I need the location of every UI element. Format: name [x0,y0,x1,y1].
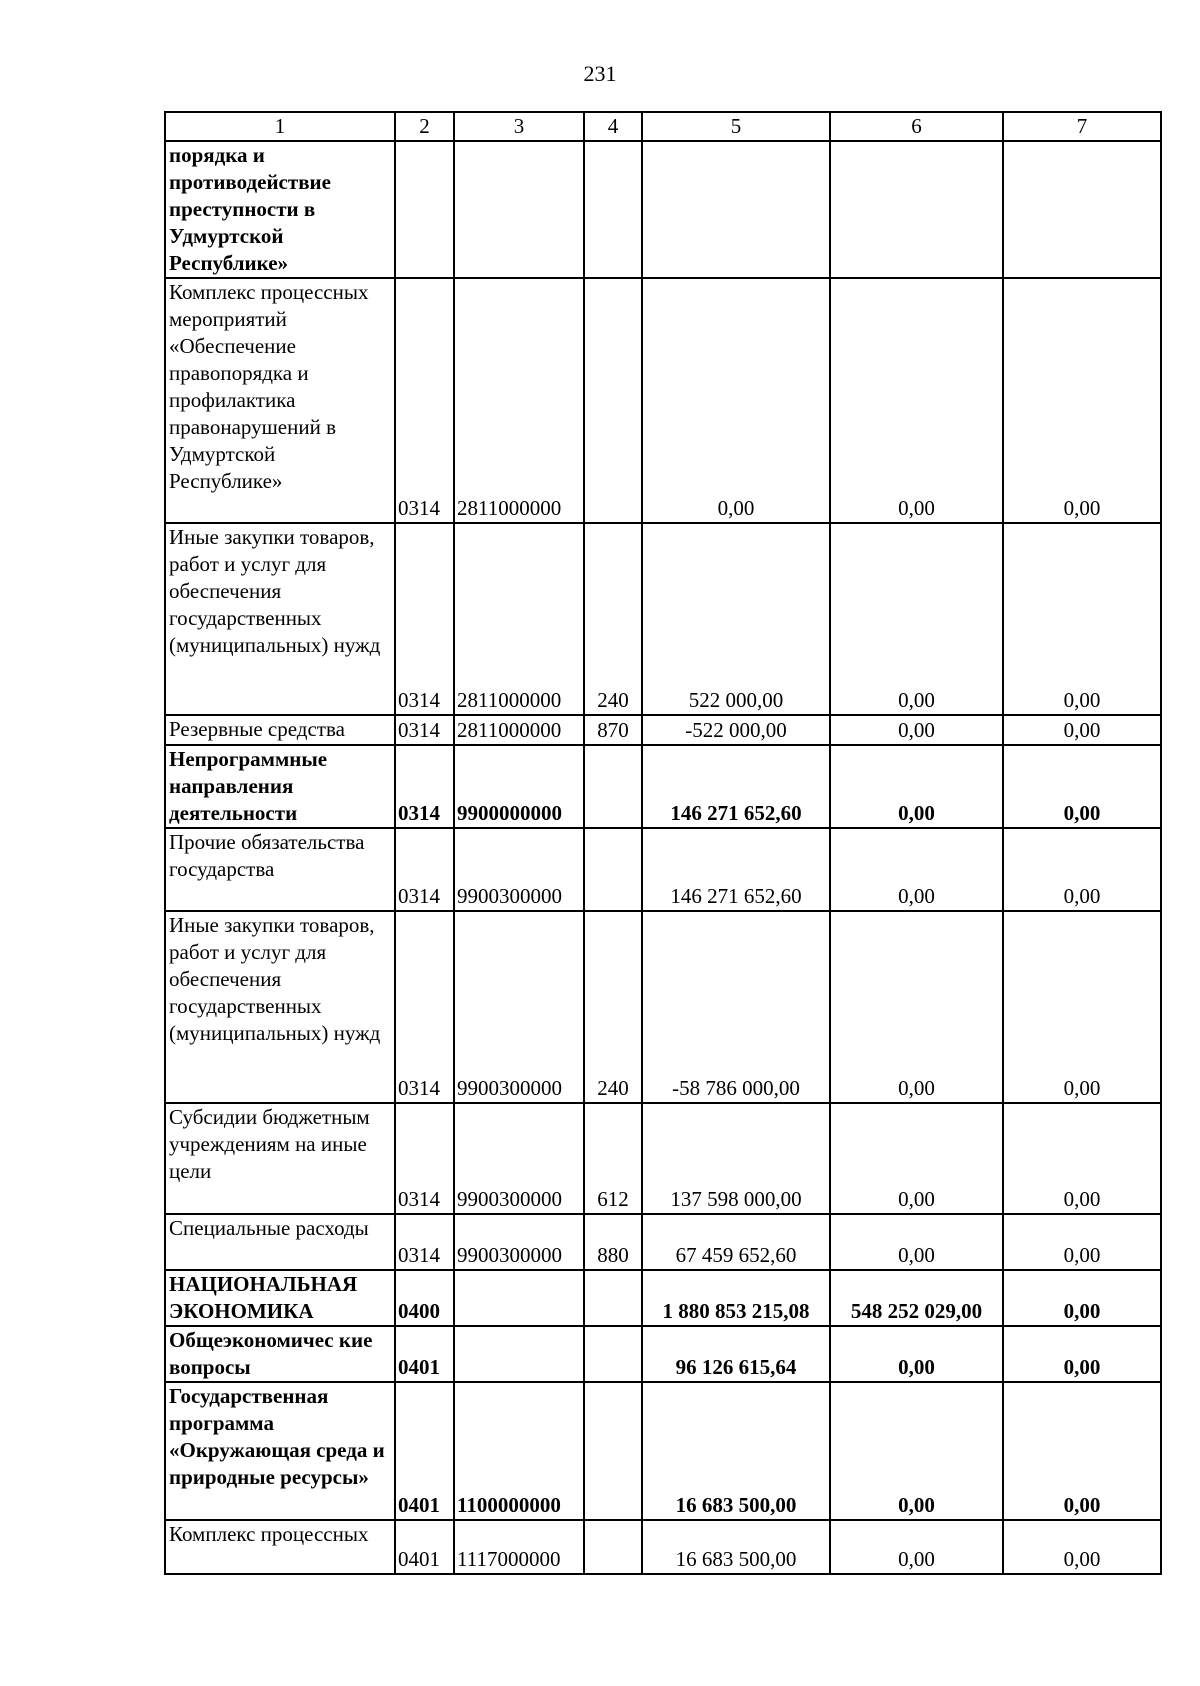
budget-item-name: Общеэкономичес кие вопросы [165,1326,395,1382]
amount-col6: 0,00 [830,1214,1003,1270]
budget-item-name: Государственная программа «Окружающая среда и природные ресурсы» [165,1382,395,1520]
expense-type-code [584,1382,642,1520]
column-header-1: 1 [165,112,395,141]
amount-col5: -522 000,00 [642,715,830,745]
target-article-code [454,1326,584,1382]
expense-type-code [584,1520,642,1574]
amount-col6: 0,00 [830,745,1003,828]
budget-item-name: Комплекс процессных мероприятий «Обеспечение правопорядка и профилактика правонарушений в Удмуртской Республике» [165,278,395,523]
table-row [165,745,1161,828]
expense-type-code: 870 [584,715,642,745]
table-row [165,141,1161,278]
column-header-3: 3 [454,112,584,141]
target-article-code: 1100000000 [454,1382,584,1520]
section-code: 0314 [395,828,454,911]
section-code: 0401 [395,1326,454,1382]
amount-col5: -58 786 000,00 [642,911,830,1103]
column-number-header-row [165,112,1161,141]
section-code: 0314 [395,278,454,523]
section-code: 0314 [395,1214,454,1270]
amount-col5 [642,141,830,278]
amount-col5: 522 000,00 [642,523,830,715]
amount-col6: 0,00 [830,1103,1003,1214]
amount-col7: 0,00 [1003,278,1161,523]
amount-col5: 146 271 652,60 [642,745,830,828]
amount-col7: 0,00 [1003,1103,1161,1214]
amount-col7: 0,00 [1003,715,1161,745]
table-row [165,1270,1161,1326]
table-row [165,1520,1161,1574]
amount-col7: 0,00 [1003,1270,1161,1326]
amount-col5: 0,00 [642,278,830,523]
column-header-6: 6 [830,112,1003,141]
section-code: 0314 [395,745,454,828]
budget-item-name: Субсидии бюджетным учреждениям на иные цели [165,1103,395,1214]
table-row [165,1214,1161,1270]
amount-col7: 0,00 [1003,1520,1161,1574]
expense-type-code [584,828,642,911]
column-header-2: 2 [395,112,454,141]
section-code: 0400 [395,1270,454,1326]
amount-col6: 0,00 [830,523,1003,715]
target-article-code: 9900300000 [454,1214,584,1270]
section-code: 0314 [395,523,454,715]
amount-col6: 548 252 029,00 [830,1270,1003,1326]
table-row [165,1382,1161,1520]
section-code [395,141,454,278]
expense-type-code [584,745,642,828]
section-code: 0401 [395,1520,454,1574]
expense-type-code [584,278,642,523]
table-row [165,911,1161,1103]
target-article-code [454,1270,584,1326]
budget-item-name: Специальные расходы [165,1214,395,1270]
amount-col5: 16 683 500,00 [642,1382,830,1520]
table-row [165,278,1161,523]
section-code: 0314 [395,715,454,745]
amount-col7 [1003,141,1161,278]
budget-item-name: НАЦИОНАЛЬНАЯ ЭКОНОМИКА [165,1270,395,1326]
amount-col5: 16 683 500,00 [642,1520,830,1574]
amount-col6: 0,00 [830,911,1003,1103]
amount-col6 [830,141,1003,278]
section-code: 0401 [395,1382,454,1520]
page-number: 231 [583,61,617,86]
table-row [165,715,1161,745]
amount-col7: 0,00 [1003,1214,1161,1270]
budget-item-name: Непрограммные направления деятельности [165,745,395,828]
expense-type-code [584,1326,642,1382]
amount-col6: 0,00 [830,1382,1003,1520]
amount-col7: 0,00 [1003,745,1161,828]
column-header-4: 4 [584,112,642,141]
amount-col7: 0,00 [1003,828,1161,911]
amount-col5: 137 598 000,00 [642,1103,830,1214]
amount-col6: 0,00 [830,1326,1003,1382]
expense-type-code [584,141,642,278]
amount-col7: 0,00 [1003,1382,1161,1520]
target-article-code: 1117000000 [454,1520,584,1574]
budget-item-name: Комплекс процессных [165,1520,395,1574]
amount-col5: 146 271 652,60 [642,828,830,911]
amount-col7: 0,00 [1003,1326,1161,1382]
amount-col5: 96 126 615,64 [642,1326,830,1382]
expense-type-code: 240 [584,523,642,715]
amount-col6: 0,00 [830,828,1003,911]
amount-col5: 1 880 853 215,08 [642,1270,830,1326]
amount-col6: 0,00 [830,1520,1003,1574]
amount-col6: 0,00 [830,278,1003,523]
amount-col5: 67 459 652,60 [642,1214,830,1270]
target-article-code [454,141,584,278]
budget-item-name: порядка и противодействие преступности в Удмуртской Республике» [165,141,395,278]
target-article-code: 9900300000 [454,1103,584,1214]
budget-item-name: Иные закупки товаров, работ и услуг для обеспечения государственных (муниципальных) нужд [165,523,395,715]
amount-col6: 0,00 [830,715,1003,745]
amount-col7: 0,00 [1003,911,1161,1103]
table-row [165,1103,1161,1214]
table-row [165,828,1161,911]
target-article-code: 2811000000 [454,278,584,523]
expense-type-code [584,1270,642,1326]
column-header-5: 5 [642,112,830,141]
section-code: 0314 [395,1103,454,1214]
budget-table [164,111,1162,1575]
table-row [165,1326,1161,1382]
budget-item-name: Иные закупки товаров, работ и услуг для обеспечения государственных (муниципальных) нужд [165,911,395,1103]
target-article-code: 9900000000 [454,745,584,828]
target-article-code: 9900300000 [454,911,584,1103]
column-header-7: 7 [1003,112,1161,141]
expense-type-code: 612 [584,1103,642,1214]
target-article-code: 9900300000 [454,828,584,911]
section-code: 0314 [395,911,454,1103]
budget-item-name: Резервные средства [165,715,395,745]
target-article-code: 2811000000 [454,715,584,745]
expense-type-code: 240 [584,911,642,1103]
budget-item-name: Прочие обязательства государства [165,828,395,911]
target-article-code: 2811000000 [454,523,584,715]
table-row [165,523,1161,715]
expense-type-code: 880 [584,1214,642,1270]
amount-col7: 0,00 [1003,523,1161,715]
